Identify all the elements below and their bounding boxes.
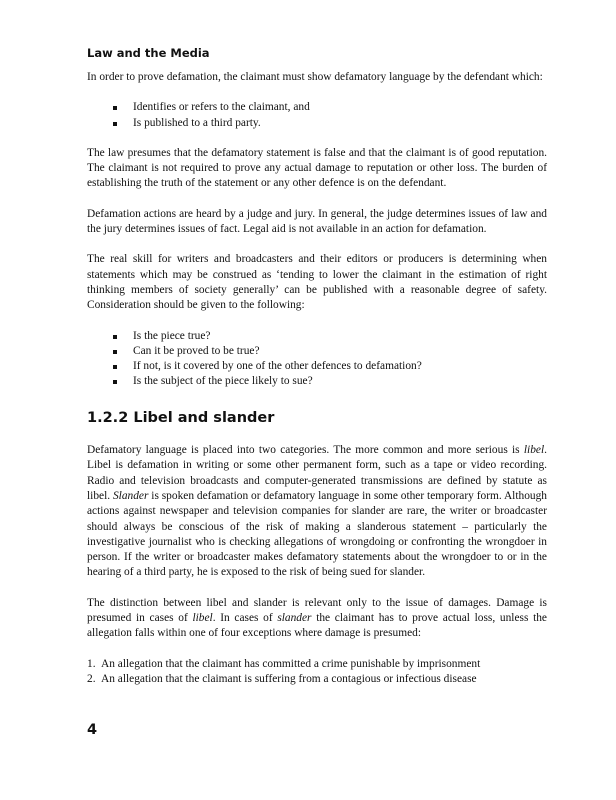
paragraph: The real skill for writers and broadcasters and their editors or producers is determining when statements which may be construed as ‘tending to lower the claimant in the estimation of right thinking members of society generally’ can be published with a reasonable degree of safety. Consideration should be given to the following:	[87, 253, 547, 312]
text-run: . Libel is defamation in writing or some other permanent form, such as a tape or video recording. Radio and television broadcasts and computer-generated transmissions are defined by statute as libel.	[87, 444, 547, 502]
bullet-item: If not, is it covered by one of the other defences to defamation?	[87, 359, 547, 374]
body-text	[87, 70, 547, 687]
bullet-list	[87, 100, 547, 131]
bullet-item: Can it be proved to be true?	[87, 344, 547, 359]
bullet-item: Is the subject of the piece likely to sue?	[87, 374, 547, 389]
text-run: Defamatory language is placed into two categories. The more common and more serious is	[87, 444, 524, 457]
bullet-list	[87, 329, 547, 390]
paragraph	[87, 443, 547, 581]
item-number: 2.	[87, 672, 96, 685]
numbered-item	[87, 672, 547, 687]
section-heading: 1.2.2 Libel and slander	[87, 409, 275, 426]
bullet-item: Identifies or refers to the claimant, and	[87, 100, 547, 115]
bullet-item: Is the piece true?	[87, 329, 547, 344]
emphasis-term: libel	[523, 444, 545, 457]
text-run: is spoken defamation or defamatory language in some other temporary form. Although actions against newspaper and television companies for slander are rare, the writer or broadcaster should always be conscious of the risk of making a slanderous statement – particularly the investigative journalist who is checking allegations of wrongdoing or confronting the wrongdoer in person. If the writer or broadcaster makes defamatory statements about the wrongdoer to or in the hearing of a third party, he is exposed to the risk of being sued for slander.	[87, 489, 547, 579]
paragraph: In order to prove defamation, the claimant must show defamatory language by the defendant which:	[87, 71, 543, 83]
numbered-list	[87, 657, 547, 688]
text-run: The distinction between libel and slander is relevant only to the issue of damages. Damage is presumed in cases of	[87, 596, 547, 625]
running-head: Law and the Media	[87, 46, 210, 60]
item-text: An allegation that the claimant has committed a crime punishable by imprisonment	[101, 657, 481, 670]
item-number: 1.	[87, 657, 96, 670]
item-text: An allegation that the claimant is suffering from a contagious or infectious disease	[101, 672, 477, 685]
paragraph: The law presumes that the defamatory statement is false and that the claimant is of good reputation. The claimant is not required to prove any actual damage to reputation or other loss. The burden of establishing the truth of the statement or any other defence is on the defendant.	[87, 146, 547, 190]
bullet-item: Is published to a third party.	[87, 116, 547, 131]
emphasis-term: slander	[277, 612, 312, 625]
page-number: 4	[87, 722, 98, 738]
text-run: the claimant has to prove actual loss, unless the allegation falls within one of four exceptions where damage is presumed:	[87, 612, 547, 640]
emphasis-term: Slander	[112, 489, 149, 502]
text-run: . In cases of	[212, 612, 278, 625]
paragraph	[87, 596, 547, 642]
paragraph: Defamation actions are heard by a judge and jury. In general, the judge determines issues of law and the jury determines issues of fact. Legal aid is not available in an action for defamation.	[87, 207, 547, 236]
numbered-item	[87, 657, 547, 672]
emphasis-term: libel	[192, 612, 213, 625]
